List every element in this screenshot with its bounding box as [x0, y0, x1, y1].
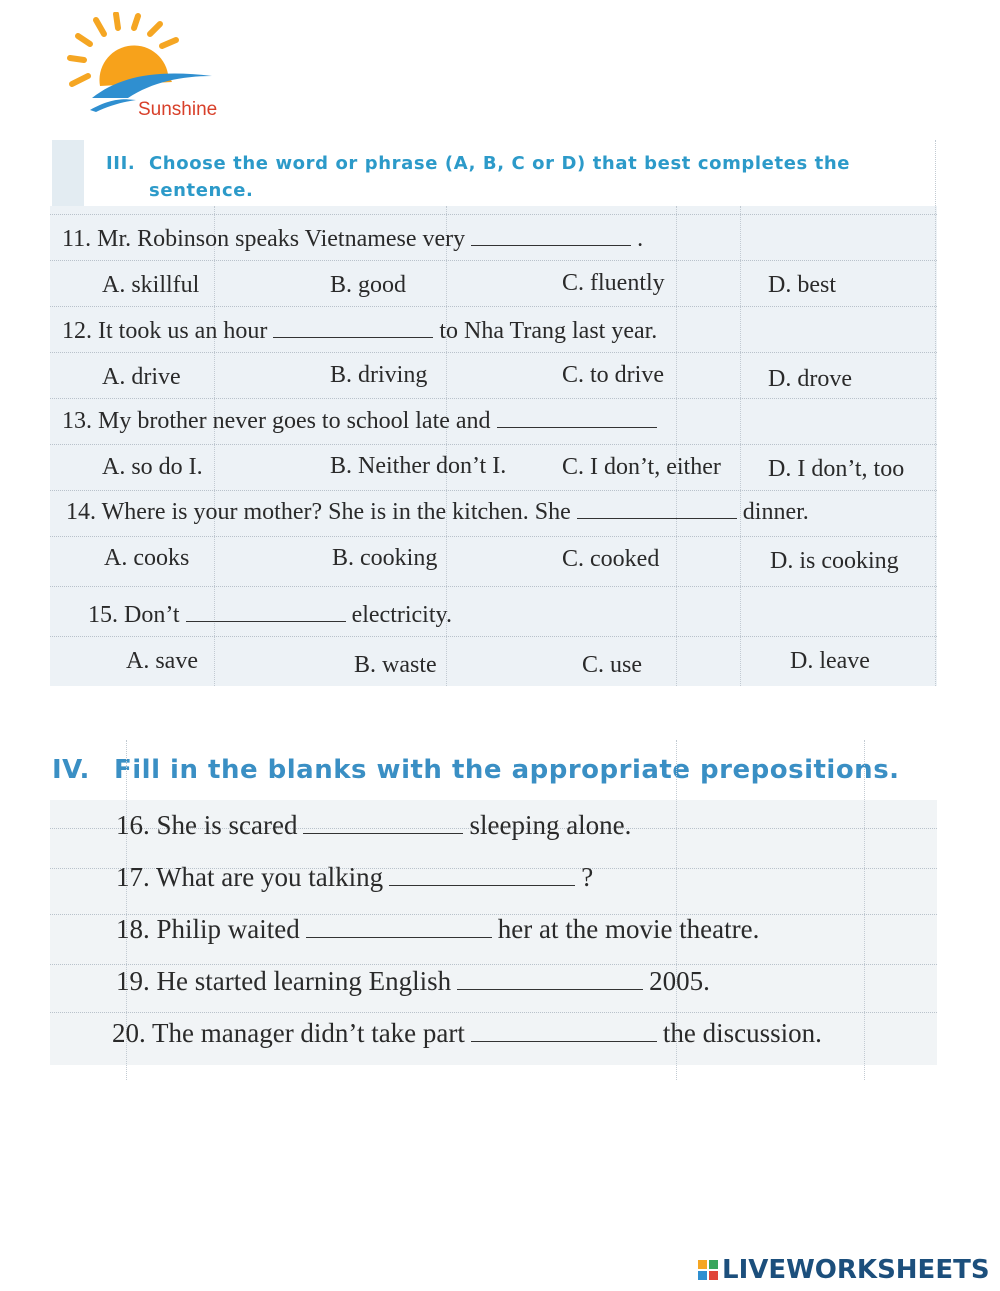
option-15-b[interactable]: B. waste	[354, 652, 437, 678]
option-13-c[interactable]: C. I don’t, either	[562, 454, 721, 480]
logo-text: Sunshine	[138, 99, 218, 120]
option-12-d[interactable]: D. drove	[768, 366, 852, 392]
option-11-d[interactable]: D. best	[768, 272, 836, 298]
question-13: 13. My brother never goes to school late and	[62, 408, 663, 435]
option-15-a[interactable]: A. save	[126, 648, 198, 674]
option-12-c[interactable]: C. to drive	[562, 362, 664, 388]
section-3-title-line2: sentence.	[149, 180, 254, 201]
question-11: 11. Mr. Robinson speaks Vietnamese very .	[62, 226, 644, 252]
answer-blank-14[interactable]	[577, 500, 737, 519]
option-14-d[interactable]: D. is cooking	[770, 548, 899, 574]
answer-blank-19[interactable]	[457, 971, 643, 990]
section-4-heading	[52, 755, 900, 785]
answer-blank-11[interactable]	[471, 227, 631, 246]
option-13-b[interactable]: B. Neither don’t I.	[330, 453, 507, 479]
liveworksheets-icon	[698, 1260, 718, 1280]
answer-blank-20[interactable]	[471, 1023, 657, 1042]
option-14-c[interactable]: C. cooked	[562, 546, 660, 572]
question-15: 15. Don’t electricity.	[88, 602, 452, 628]
option-13-d[interactable]: D. I don’t, too	[768, 456, 905, 482]
section-3-title-line1: Choose the word or phrase (A, B, C or D) that best completes the	[149, 153, 851, 174]
section-4-title: Fill in the blanks with the appropriate prepositions.	[114, 755, 900, 785]
answer-blank-18[interactable]	[306, 919, 492, 938]
option-15-c[interactable]: C. use	[582, 652, 642, 678]
option-12-b[interactable]: B. driving	[330, 362, 428, 388]
question-12: 12. It took us an hour to Nha Trang last year.	[62, 318, 658, 344]
option-14-a[interactable]: A. cooks	[104, 545, 190, 571]
option-12-a[interactable]: A. drive	[102, 364, 181, 390]
option-14-b[interactable]: B. cooking	[332, 545, 438, 571]
liveworksheets-logo	[698, 1255, 990, 1285]
section-side-tab	[52, 140, 84, 206]
option-11-b[interactable]: B. good	[330, 272, 407, 298]
option-11-a[interactable]: A. skillful	[102, 272, 200, 298]
liveworksheets-text: LIVEWORKSHEETS	[722, 1255, 990, 1285]
question-16: 16. She is scared sleeping alone.	[116, 810, 632, 840]
answer-blank-17[interactable]	[389, 867, 575, 886]
section-4-number: IV.	[52, 755, 90, 785]
question-18: 18. Philip waited her at the movie theatre.	[116, 914, 760, 944]
question-17: 17. What are you talking ?	[116, 862, 594, 892]
section-3-heading	[106, 150, 946, 204]
answer-blank-15[interactable]	[186, 603, 346, 622]
answer-blank-13[interactable]	[497, 409, 657, 428]
option-15-d[interactable]: D. leave	[790, 648, 870, 674]
question-20: 20. The manager didn’t take part the discussion.	[112, 1018, 822, 1048]
answer-blank-12[interactable]	[273, 319, 433, 338]
question-14: 14. Where is your mother? She is in the kitchen. She dinner.	[66, 499, 809, 525]
answer-blank-16[interactable]	[303, 815, 463, 834]
question-19: 19. He started learning English 2005.	[116, 966, 710, 996]
option-11-c[interactable]: C. fluently	[562, 270, 665, 296]
option-13-a[interactable]: A. so do I.	[102, 454, 203, 480]
section-3-number: III.	[106, 153, 136, 174]
